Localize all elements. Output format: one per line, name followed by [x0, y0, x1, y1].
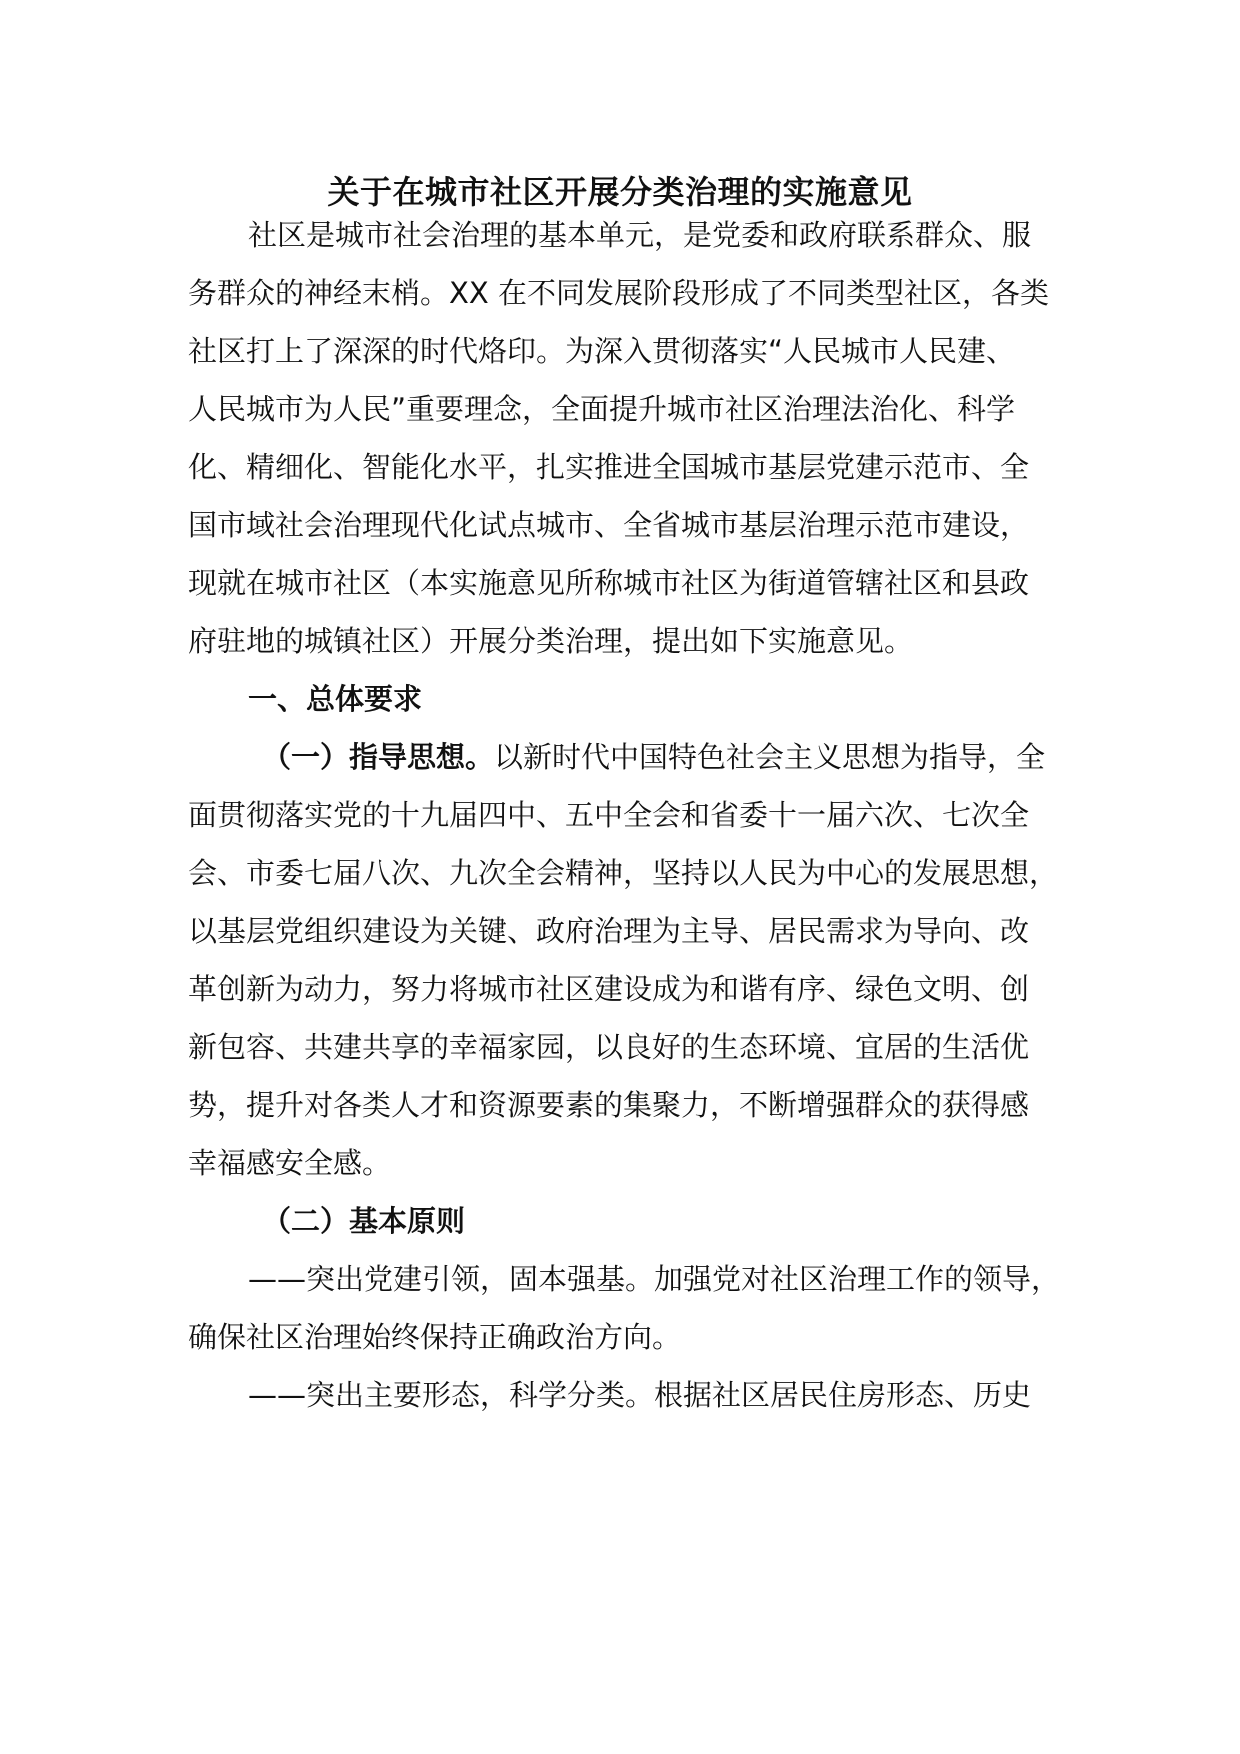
text-line: 面贯彻落实党的十九届四中、五中全会和省委十一届六次、七次全: [188, 798, 1030, 832]
text-line: 会、市委七届八次、九次全会精神，坚持以人民为中心的发展思想，: [188, 856, 1059, 890]
text-line: 社区是城市社会治理的基本单元，是党委和政府联系群众、服: [248, 218, 1032, 252]
text-line: 势，提升对各类人才和资源要素的集聚力，不断增强群众的获得感: [188, 1088, 1030, 1122]
section-heading: 一、总体要求: [248, 682, 423, 716]
subsection-text: 以新时代中国特色社会主义思想为指导，全: [494, 740, 1046, 774]
text-line: 府驻地的城镇社区）开展分类治理，提出如下实施意见。: [188, 624, 914, 658]
subsection-label: （一）指导思想。: [262, 740, 495, 774]
document-title: 关于在城市社区开展分类治理的实施意见: [327, 173, 913, 211]
text-line: 人民城市为人民”重要理念，全面提升城市社区治理法治化、科学: [188, 392, 1016, 426]
text-line: 国市域社会治理现代化试点城市、全省城市基层治理示范市建设，: [188, 508, 1030, 542]
text-line: 幸福感安全感。: [188, 1146, 392, 1180]
text-line: 现就在城市社区（本实施意见所称城市社区为街道管辖社区和县政: [188, 566, 1030, 600]
text-line: 确保社区治理始终保持正确政治方向。: [188, 1320, 682, 1354]
text-line: 革创新为动力，努力将城市社区建设成为和谐有序、绿色文明、创: [188, 972, 1030, 1006]
text-line: 新包容、共建共享的幸福家园，以良好的生态环境、宜居的生活优: [188, 1030, 1030, 1064]
subsection-heading: （二）基本原则: [262, 1204, 466, 1238]
text-line: 社区打上了深深的时代烙印。为深入贯彻落实“人民城市人民建、: [188, 334, 1016, 368]
text-line: ——突出党建引领，固本强基。加强党对社区治理工作的领导，: [248, 1262, 1061, 1296]
text-line: ——突出主要形态，科学分类。根据社区居民住房形态、历史: [248, 1378, 1032, 1412]
text-line: [262, 725, 1162, 789]
text-line: 化、精细化、智能化水平，扎实推进全国城市基层党建示范市、全: [188, 450, 1030, 484]
text-line: 务群众的神经末梢。XX 在不同发展阶段形成了不同类型社区，各类: [188, 276, 1049, 310]
text-line: 以基层党组织建设为关键、政府治理为主导、居民需求为导向、改: [188, 914, 1030, 948]
